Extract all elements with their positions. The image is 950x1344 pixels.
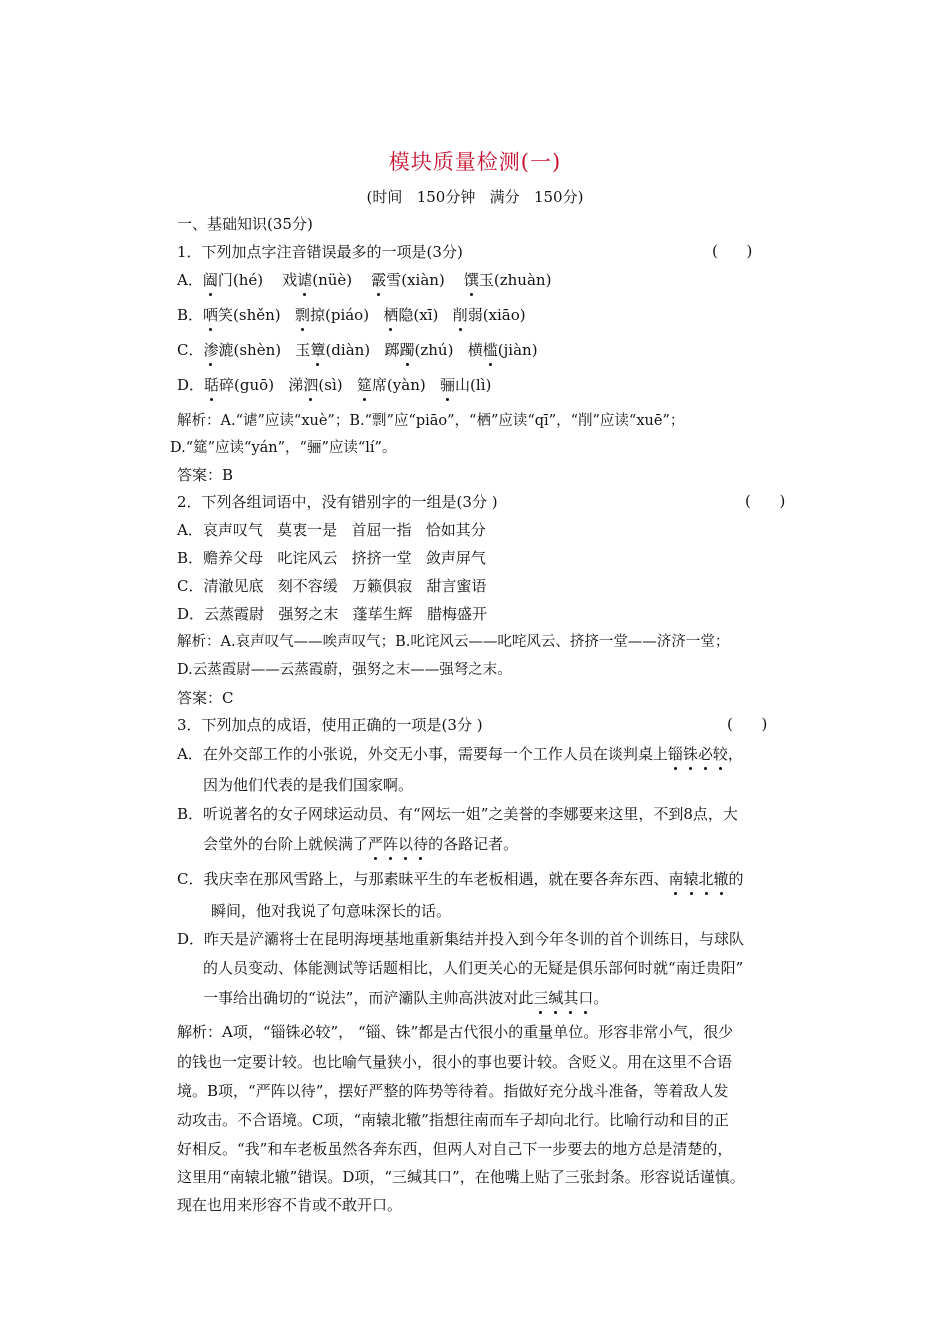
dotted-char: 铢 [682,745,698,763]
q3-option-b-line-1: B．听说著名的女子网球运动员、有“网坛一姐”之美誉的李娜要来这里，不到8点，大 [177,805,738,823]
q3-analysis-line-5: 好相反。“我”和车老板虽然各奔东西，但两人对自己下一步要去的地方总是清楚的， [177,1140,733,1158]
q1-option-a [177,270,551,290]
q1-analysis-line-2: D.“筵”应读“yán”，“骊”应读“lí”。 [170,440,397,456]
q2-option-d: D．云蒸霞尉 强努之末 蓬荜生辉 腊梅盛开 [177,605,487,623]
q1-option-c [177,340,538,360]
q1-analysis-line-1: 解析：A.“谑”应读“xuè”；B.“剽”应“piāo”，“栖”应读“qī”，“削”应读“xuē”； [177,413,685,429]
option-prefix: C． [177,341,204,359]
q3-analysis-line-4: 动攻击。不合语境。C项，“南辕北辙”指想往南而车子却向北行。比喻行动和目的正 [177,1111,729,1129]
q3-option-b-line-2 [203,834,518,854]
q2-answer: 答案：C [177,689,234,707]
option-text: 横 [467,341,483,359]
dotted-char: 锱 [667,745,683,763]
option-text: (diàn) [325,341,371,359]
option-text: 的各路记者。 [428,835,519,853]
dotted-char: 霰 [371,271,387,289]
option-text: (jiàn) [497,341,538,359]
dotted-char: 其 [563,989,579,1007]
answer-blank-3: ( ) [727,715,768,733]
option-text: 玉 [295,341,311,359]
option-text: ， [727,745,743,763]
dotted-char: 谑 [297,271,313,289]
option-text: 会堂外的台阶上就候满了 [203,835,369,853]
dotted-char: 辕 [683,870,699,888]
q3-analysis-line-3: 境。B项，“严阵以待”，摆好严整的阵势等待着。指做好充分战斗准备，等着敌人发 [177,1082,729,1100]
dotted-char: 哂 [203,306,219,324]
dotted-char: 馔 [463,271,479,289]
option-text: 的 [728,870,744,888]
dotted-char: 筵 [356,376,372,394]
dotted-char: 槛 [482,341,498,359]
page-title: 模块质量检测(一) [388,150,562,174]
q3-option-a-line-2: 因为他们代表的是我们国家啊。 [203,776,414,794]
dotted-phrase [668,745,728,763]
dotted-char: 较 [712,745,728,763]
dotted-phrase [668,870,728,888]
q2-option-c: C．清澈见底 刻不容缓 万籁俱寂 甜言蜜语 [177,577,487,595]
option-prefix: B． [177,306,204,324]
option-text: 踯 [384,341,400,359]
answer-blank-1: ( ) [712,242,753,260]
dotted-phrase [533,989,593,1007]
option-text: 隐(xī) [398,306,439,324]
option-text: 席(yàn) [371,376,426,394]
q3-option-c-line-2: 瞬间，他对我说了句意味深长的话。 [211,902,452,920]
q2-analysis-line-1: 解析：A.哀声叹气——唉声叹气；B.叱诧风云——叱咤风云、挤挤一堂——济济一堂； [177,634,730,650]
option-prefix: D． [177,376,205,394]
dotted-char: 严 [368,835,384,853]
option-text: 掠(piáo) [309,306,370,324]
q3-analysis-line-7: 现在也用来形容不肯或不敢开口。 [177,1196,403,1214]
dotted-char: 阖 [202,271,218,289]
dotted-char: 削 [452,306,468,324]
option-text: 弱(xiāo) [467,306,526,324]
option-text: 漉(shèn) [218,341,282,359]
q3-option-d-line-3 [203,988,608,1008]
dotted-char: 必 [697,745,713,763]
section-heading: 一、基础知识(35分) [177,215,313,233]
option-text: 涕 [288,376,304,394]
option-text: 一事给出确切的“说法”，而浐灞队主帅高洪波对此 [203,989,534,1007]
dotted-char: 聒 [204,376,220,394]
q2-option-a: A．哀声叹气 莫衷一是 首屈一指 恰如其分 [177,521,486,539]
q3-analysis-line-6: 这里用“南辕北辙”错误。D项，“三缄其口”，在他嘴上贴了三张封条。形容说话谨慎。 [177,1168,745,1186]
dotted-char: 北 [698,870,714,888]
q3-analysis-line-1: 解析：A项，“锱铢必较”， “锱、铢”都是古代很小的重量单位。形容非常小气，很少 [177,1023,734,1041]
q3-option-d-line-2: 的人员变动、体能测试等话题相比，人们更关心的无疑是俱乐部何时就“南迁贵阳” [203,959,744,977]
q1-option-d [177,375,491,395]
q2-option-b: B．赡养父母 叱诧风云 挤挤一堂 敛声屏气 [177,549,486,567]
option-text: 门(hé) [217,271,264,289]
option-text: 笑(shěn) [218,306,281,324]
option-text: C．我庆幸在那风雪路上，与那素昧平生的车老板相遇，就在要各奔东西、 [177,870,669,888]
option-text: (nüè) [312,271,353,289]
dotted-char: 缄 [548,989,564,1007]
q3-option-a-line-1 [177,744,743,764]
answer-blank-2: ( ) [745,492,786,510]
dotted-char: 辙 [713,870,729,888]
option-text: (sì) [318,376,343,394]
q1-option-b [177,305,526,325]
option-text: 雪(xiàn) [386,271,445,289]
dotted-char: 簟 [310,341,326,359]
dotted-char: 躅 [399,341,415,359]
question-2-stem: 2．下列各组词语中，没有错别字的一组是(3分 ) [177,493,498,511]
option-text: 山(lì) [455,376,492,394]
option-text: 碎(guō) [219,376,275,394]
dotted-char: 骊 [440,376,456,394]
dotted-char: 三 [533,989,549,1007]
option-text: (zhú) [414,341,454,359]
option-prefix: A． [177,271,203,289]
q3-option-d-line-1: D．昨天是浐灞将士在昆明海埂基地重新集结并投入到今年冬训的首个训练日，与球队 [177,930,745,948]
dotted-char: 泗 [303,376,319,394]
question-1-stem: 1．下列加点字注音错误最多的一项是(3分) [177,243,463,261]
option-text: 戏 [282,271,298,289]
q1-answer: 答案：B [177,466,234,484]
dotted-char: 口 [578,989,594,1007]
dotted-char: 以 [398,835,414,853]
dotted-char: 南 [668,870,684,888]
q3-analysis-line-2: 的钱也一定要计较。也比喻气量狭小，很小的事也要计较。含贬义。用在这里不合语 [177,1053,733,1071]
q2-analysis-line-2: D.云蒸霞尉——云蒸霞蔚，强努之末——强弩之末。 [177,662,512,678]
dotted-idiom [668,745,728,763]
dotted-char: 渗 [203,341,219,359]
dotted-char: 栖 [383,306,399,324]
option-text: A．在外交部工作的小张说，外交无小事，需要每一个工作人员在谈判桌上 [177,745,668,763]
dotted-char: 阵 [383,835,399,853]
option-text: 。 [593,989,609,1007]
question-3-stem: 3．下列加点的成语，使用正确的一项是(3分 ) [177,716,483,734]
q3-option-c-line-1 [177,869,744,889]
exam-info: (时间 150分钟 满分 150分) [366,188,584,206]
dotted-char: 剽 [294,306,310,324]
option-text: 玉(zhuàn) [478,271,552,289]
dotted-phrase [368,835,428,853]
dotted-char: 待 [413,835,429,853]
